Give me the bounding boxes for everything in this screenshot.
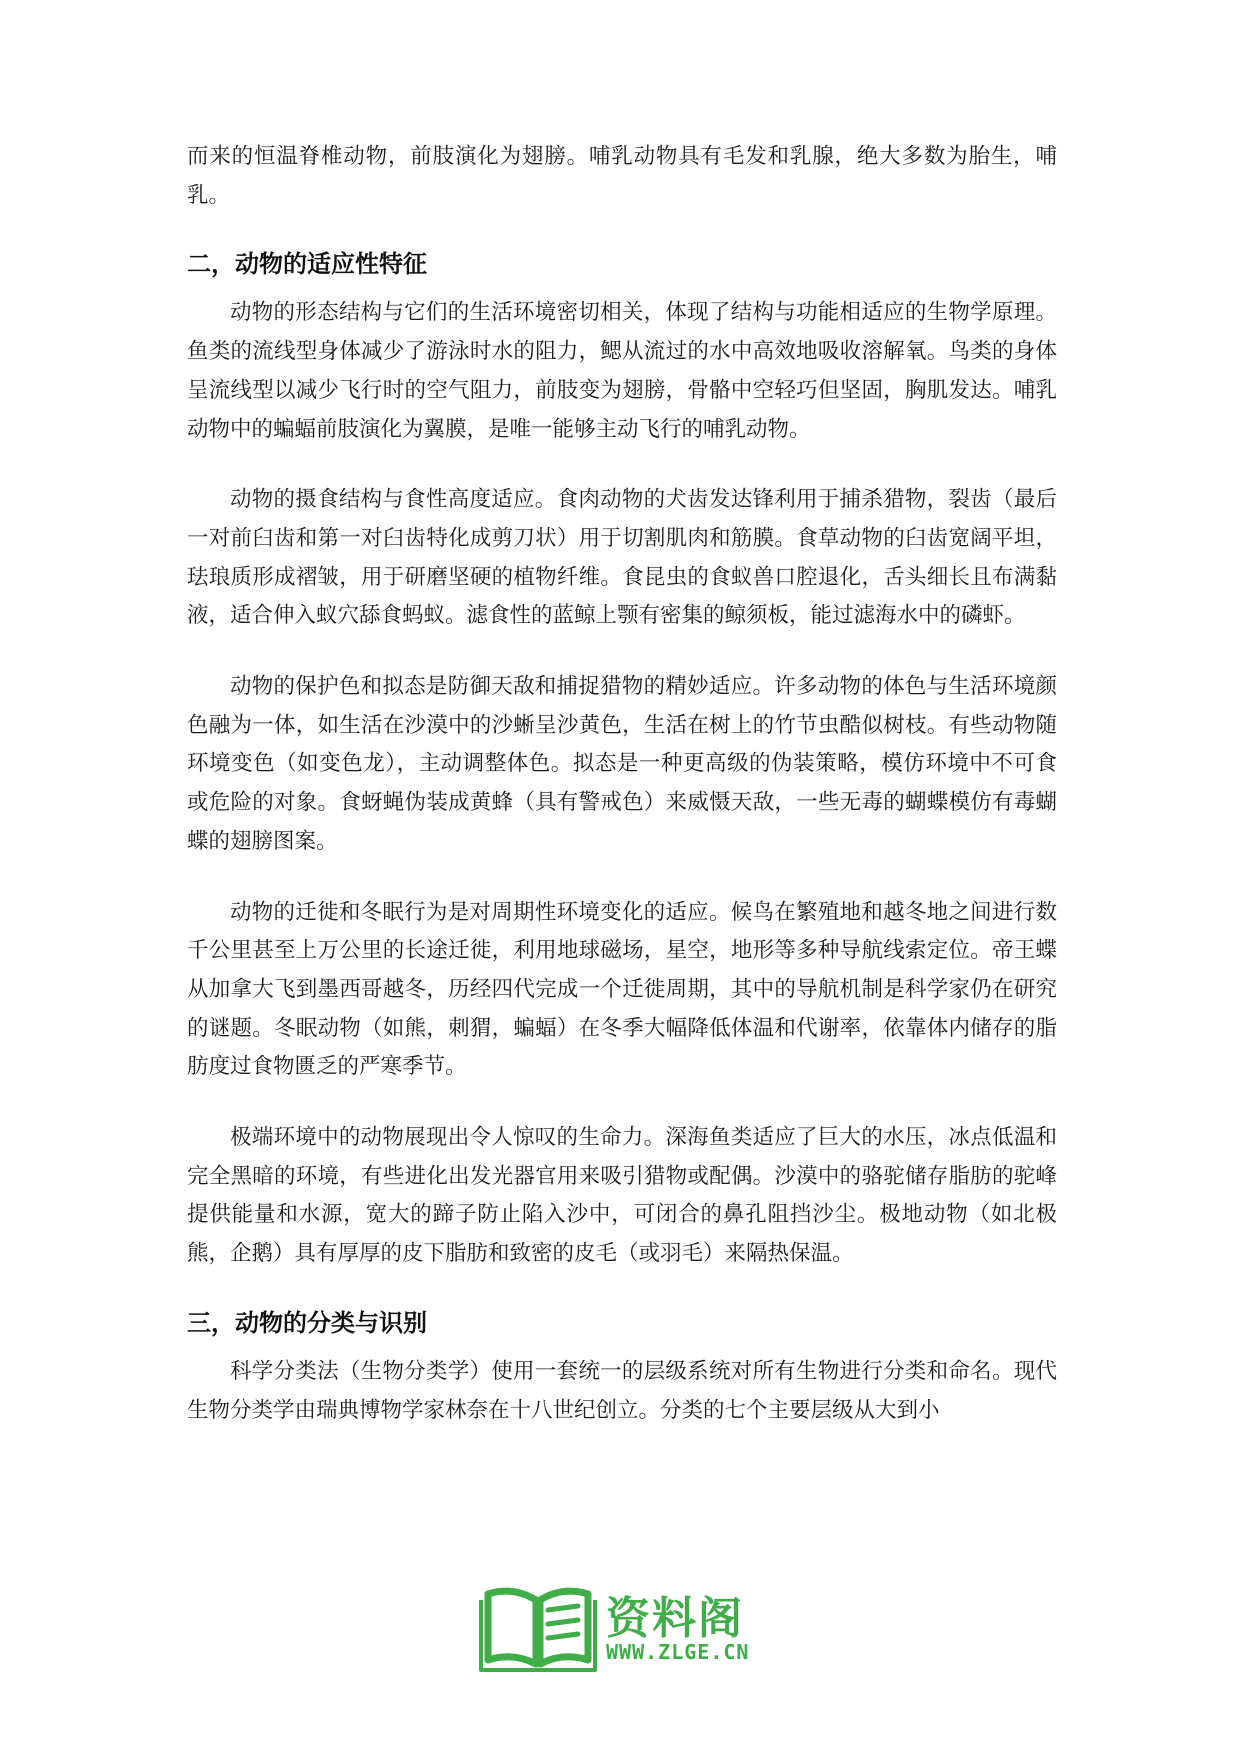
paragraph-migration: 动物的迁徙和冬眠行为是对周期性环境变化的适应。候鸟在繁殖地和越冬地之间进行数千公里甚至上万公里的长途迁徙，利用地球磁场，星空，地形等多种导航线索定位。帝王蝶从加拿大飞到墨西哥越冬，历经四代完成一个迁徙周期，其中的导航机制是科学家仍在研究的谜题。冬眠动物（如熊，刺猬，蝙蝠）在冬季大幅降低体温和代谢率，依靠体内储存的脂肪度过食物匮乏的严寒季节。 xyxy=(187,899,1057,1080)
paragraph-morphology: 动物的形态结构与它们的生活环境密切相关，体现了结构与功能相适应的生物学原理。鱼类的流线型身体减少了游泳时水的阻力，鳃从流过的水中高效地吸收溶解氧。鸟类的身体呈流线型以减少飞行时的空气阻力，前肢变为翅膀，骨骼中空轻巧但坚固，胸肌发达。哺乳动物中的蝙蝠前肢演化为翼膜，是唯一能够主动飞行的哺乳动物。 xyxy=(187,300,1057,442)
paragraph-camouflage: 动物的保护色和拟态是防御天敌和捕捉猎物的精妙适应。许多动物的体色与生活环境颜色融为一体，如生活在沙漠中的沙蜥呈沙黄色，生活在树上的竹节虫酷似树枝。有些动物随环境变色（如变色龙），主动调整体色。拟态是一种更高级的伪装策略，模仿环境中不可食或危险的对象。食蚜蝇伪装成黄蜂（具有警戒色）来威慑天敌，一些无毒的蝴蝶模仿有毒蝴蝶的翅膀图案。 xyxy=(187,674,1057,854)
intro-paragraph: 而来的恒温脊椎动物，前肢演化为翅膀。哺乳动物具有毛发和乳腺，绝大多数为胎生，哺乳。 xyxy=(187,144,1057,208)
watermark-name: 资料阁 xyxy=(606,1593,744,1644)
paragraph-taxonomy: 科学分类法（生物分类学）使用一套统一的层级系统对所有生物进行分类和命名。现代生物分类学由瑞典博物学家林奈在十八世纪创立。分类的七个主要层级从大到小 xyxy=(187,1358,1057,1423)
book-icon xyxy=(478,1580,598,1675)
section-heading-classification: 三，动物的分类与识别 xyxy=(187,1308,427,1337)
paragraph-feeding: 动物的摄食结构与食性高度适应。食肉动物的犬齿发达锋利用于捕杀猎物，裂齿（最后一对前臼齿和第一对臼齿特化成剪刀状）用于切割肌肉和筋膜。食草动物的臼齿宽阔平坦，珐琅质形成褶皱，用于研磨坚硬的植物纤维。食昆虫的食蚁兽口腔退化，舌头细长且布满黏液，适合伸入蚁穴舔食蚂蚁。滤食性的蓝鲸上颚有密集的鲸须板，能过滤海水中的磷虾。 xyxy=(187,487,1057,629)
paragraph-extreme-environments: 极端环境中的动物展现出令人惊叹的生命力。深海鱼类适应了巨大的水压，冰点低温和完全黑暗的环境，有些进化出发光器官用来吸引猎物或配偶。沙漠中的骆驼储存脂肪的驼峰提供能量和水源，宽大的蹄子防止陷入沙中，可闭合的鼻孔阻挡沙尘。极地动物（如北极熊，企鹅）具有厚厚的皮下脂肪和致密的皮毛（或羽毛）来隔热保温。 xyxy=(187,1125,1057,1267)
document-page xyxy=(187,138,1057,1430)
section-heading-adaptation: 二，动物的适应性特征 xyxy=(187,250,427,279)
watermark-url: WWW.ZLGE.CN xyxy=(606,1640,750,1664)
watermark xyxy=(478,1580,798,1680)
